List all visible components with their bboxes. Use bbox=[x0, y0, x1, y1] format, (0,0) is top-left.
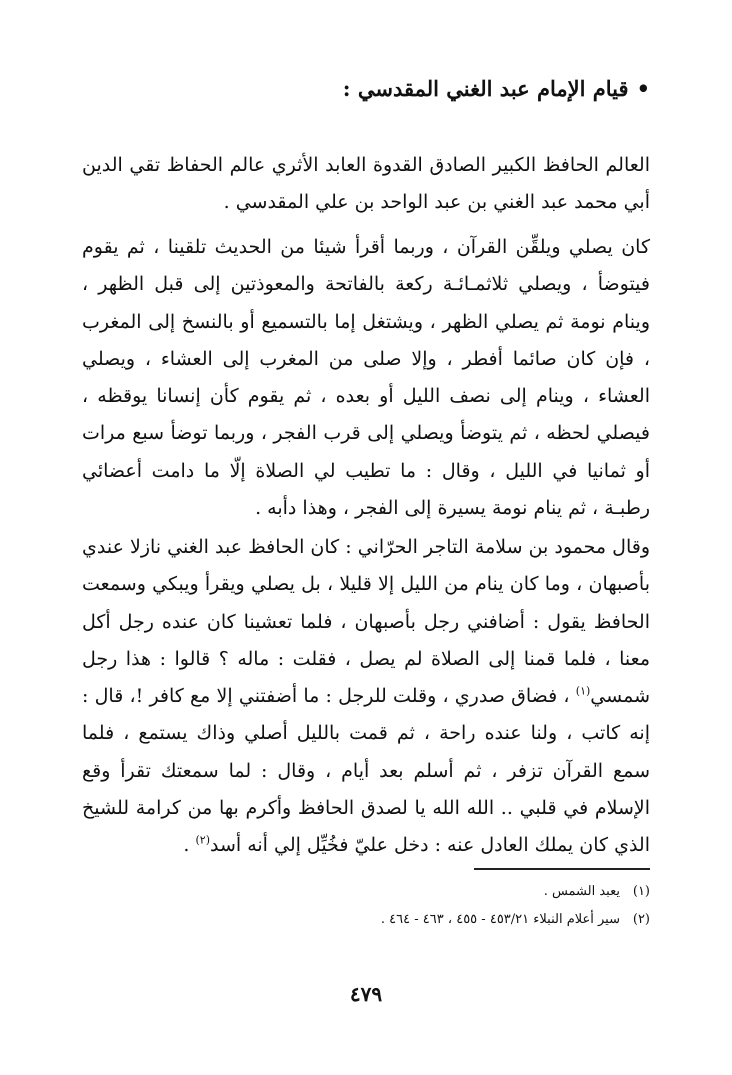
section-heading bbox=[90, 72, 650, 106]
footnote-ref-1: (١) bbox=[575, 684, 591, 698]
footnote-ref-2: (٢) bbox=[195, 834, 210, 848]
footnote-text: سير أعلام النبلاء ٤٥٣/٢١ - ٤٥٥ ، ٤٦٣ - ٤٦٤ . bbox=[380, 912, 620, 927]
footnote-item bbox=[82, 878, 650, 906]
narration-text-part-1: وقال محمود بن سلامة التاجر الحرّاني : كان الحافظ عبد الغني نازلا عندي بأصبهان ، وما كان ينام من الليل إلا قليلا ، بل يصلي ويقرأ ويبكي وسمعت الحافظ يقول : أضافني رجل بأصبهان ، فلما تعشينا كان عنده رجل أكل معنا ، فلما قمنا إلى الصلاة لم يصل ، فقلت : ماله ؟ قالوا : هذا رجل شمسي bbox=[82, 536, 650, 708]
footnote-number: (٢) bbox=[632, 912, 650, 927]
section-title: قيام الإمام عبد الغني المقدسي : bbox=[342, 76, 629, 101]
footnote-number: (١) bbox=[632, 884, 650, 899]
paragraph-narration bbox=[82, 529, 650, 865]
footnote-divider bbox=[474, 868, 650, 870]
paragraph-daily-routine: كان يصلي ويلقِّن القرآن ، وربما أقرأ شيئا من الحديث تلقينا ، ثم يقوم فيتوضأ ، ويصلي ثلاثمـائـة ركعة بالفاتحة والمعوذتين إلى قبل الظهر ، وينام نومة ثم يصلي الظهر ، ويشتغل إما بالتسميع أو بالنسخ إلى المغرب ، فإن كان صائما أفطر ، وإلا صلى من المغرب إلى العشاء ، ويصلي العشاء ، وينام إلى نصف الليل أو بعده ، ثم يقوم كأن إنسانا يوقظه ، فيصلي لحظه ، ثم يتوضأ ويصلي إلى قرب الفجر ، وربما توضأ سبع مرات أو ثمانيا في الليل ، وقال : ما تطيب لي الصلاة إلّا ما دامت أعضائي رطبـة ، ثم ينام نومة يسيرة إلى الفجر ، وهذا دأبه . bbox=[82, 236, 650, 520]
bullet-icon: • bbox=[636, 76, 650, 101]
page-number: ٤٧٩ bbox=[349, 982, 383, 1006]
footnotes bbox=[82, 878, 650, 934]
paragraph-intro: العالم الحافظ الكبير الصادق القدوة العابد الأثري عالم الحفاظ تقي الدين أبي محمد عبد الغني بن عبد الواحد بن علي المقدسي . bbox=[82, 154, 650, 214]
footnote-item bbox=[82, 906, 650, 934]
narration-text-part-2: ، فضاق صدري ، وقلت للرجل : ما أضفتني إلا مع كافر !، قال : إنه كاتب ، ولنا عنده راحة ، ثم قمت بالليل أصلي وذاك يستمع ، فلما سمع القرآن تزفر ، ثم أسلم بعد أيام ، وقال : لما سمعتك تقرأ وقع الإسلام في قلبي .. الله الله يا لصدق الحافظ وأكرم بها من كرامة للشيخ الذي كان يملك العادل عنه : دخل عليّ فخُيِّل إلي أنه أسد bbox=[82, 685, 650, 857]
footnote-text: يعبد الشمس . bbox=[543, 884, 620, 899]
narration-text-part-3: . bbox=[183, 834, 196, 857]
